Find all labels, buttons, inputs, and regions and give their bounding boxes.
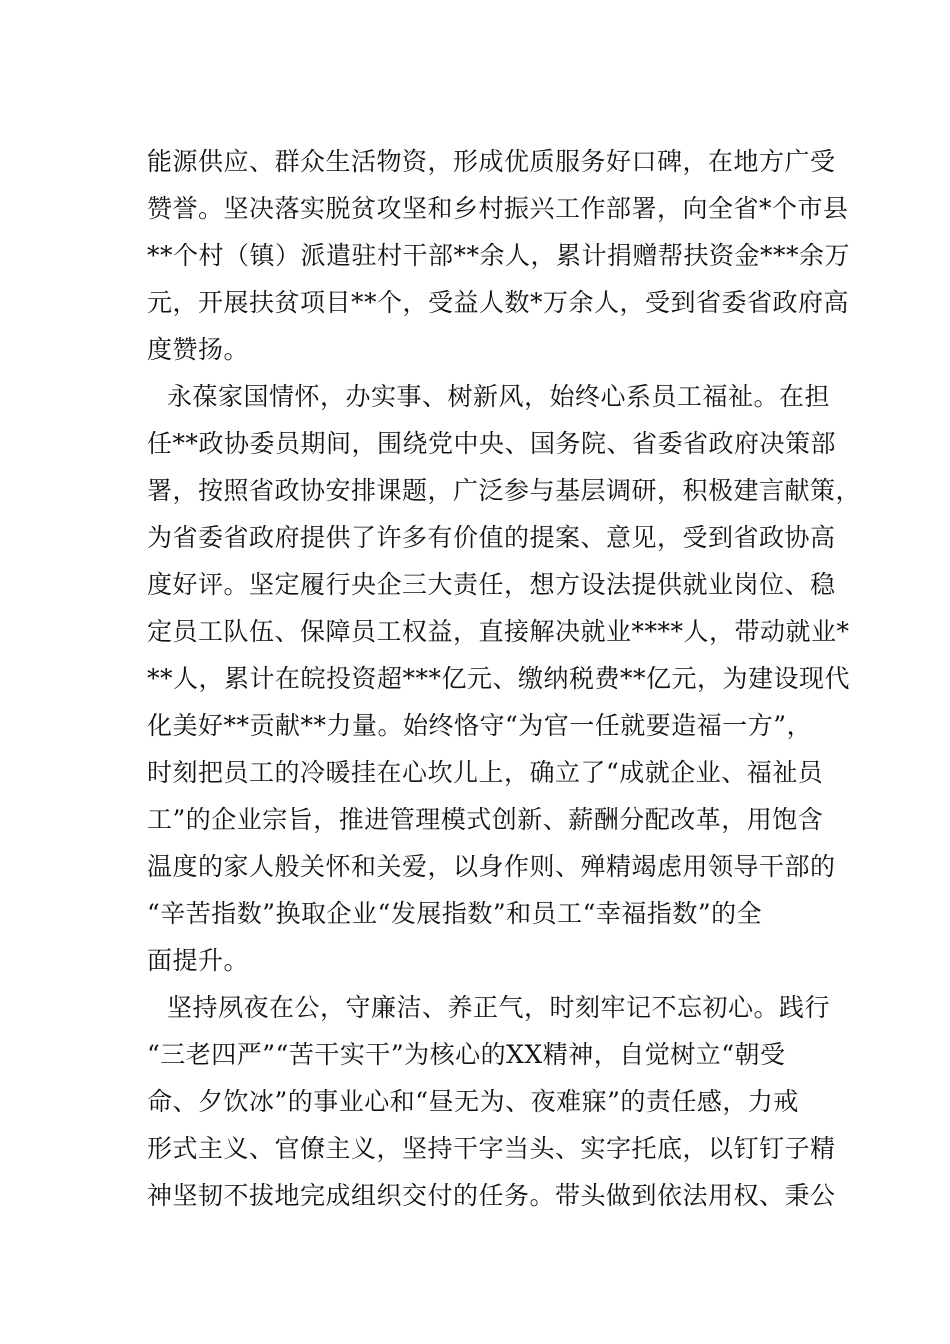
text-line: 度赞扬。: [147, 335, 250, 364]
text-line: **人，累计在皖投资超***亿元、缴纳税费**亿元，为建设现代: [147, 664, 851, 693]
text-line: 能源供应、群众生活物资，形成优质服务好口碑，在地方广受: [147, 147, 836, 176]
text-line: 赞誉。坚决落实脱贫攻坚和乡村振兴工作部署，向全省*个市县: [147, 194, 849, 223]
text-line: 任**政协委员期间，围绕党中央、国务院、省委省政府决策部: [147, 429, 837, 458]
text-line: 永葆家国情怀，办实事、树新风，始终心系员工福祉。在担: [167, 382, 831, 411]
text-line: 坚持夙夜在公，守廉洁、养正气，时刻牢记不忘初心。践行: [167, 993, 831, 1022]
text-line: “辛苦指数”换取企业“发展指数”和员工“幸福指数”的全: [147, 899, 763, 928]
text-line: 度好评。坚定履行央企三大责任，想方设法提供就业岗位、稳: [147, 570, 836, 599]
text-line: 为省委省政府提供了许多有价值的提案、意见，受到省政协高: [147, 523, 836, 552]
text-line: 工”的企业宗旨，推进管理模式创新、薪酬分配改革，用饱含: [147, 805, 824, 834]
text-line: 温度的家人般关怀和关爱，以身作则、殚精竭虑用领导干部的: [147, 852, 836, 881]
text-line: 命、夕饮冰”的事业心和“昼无为、夜难寐”的责任感，力戒: [147, 1087, 799, 1116]
text-line: 时刻把员工的冷暖挂在心坎儿上，确立了“成就企业、福祉员: [147, 758, 824, 787]
text-line: 元，开展扶贫项目**个，受益人数*万余人，受到省委省政府高: [147, 288, 850, 317]
text-line: 神坚韧不拔地完成组织交付的任务。带头做到依法用权、秉公: [147, 1181, 836, 1210]
text-line: **个村（镇）派遣驻村干部**余人，累计捐赠帮扶资金***余万: [147, 241, 851, 270]
text-line: 形式主义、官僚主义，坚持干字当头、实字托底，以钉钉子精: [147, 1134, 836, 1163]
text-line: 定员工队伍、保障员工权益，直接解决就业****人，带动就业*: [147, 617, 850, 646]
text-line: 面提升。: [147, 946, 250, 975]
text-line: “三老四严”“苦干实干”为核心的XX精神，自觉树立“朝受: [147, 1040, 786, 1069]
text-line: 化美好**贡献**力量。始终恪守“为官一任就要造福一方”，: [147, 711, 813, 740]
text-line: 署，按照省政协安排课题，广泛参与基层调研，积极建言献策，: [147, 476, 862, 505]
